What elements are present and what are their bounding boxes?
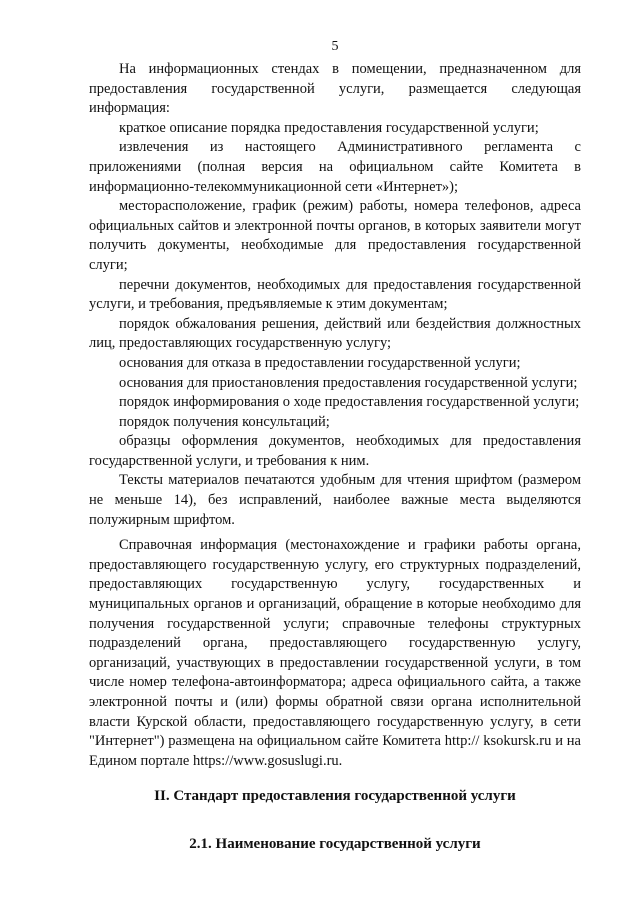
paragraph-reference-info: Справочная информация (местонахождение и графики работы органа, предоставляющего государственную услугу, его структурных подразделений, предоставляющих государственную услугу, государственных и муниципальных органов и организаций, обращение в которые необходимо для получения государственной услуги; справочные телефоны структурных подразделений органа, предоставляющего государственную услугу, организаций, участвующих в предоставлении государственной услуги, в том числе номер телефона-автоинформатора; адреса официального сайта, а также электронной почты и (или) формы обратной связи органа исполнительной власти Курской области, предоставляющего государственную услугу, в сети "Интернет") размещена на официальном сайте Комитета http:// ksokursk.ru и на Едином портале https://www.gosuslugi.ru.	[89, 537, 581, 769]
list-item-refusal-grounds: основания для отказа в предоставлении государственной услуги;	[119, 354, 521, 371]
page-number: 5	[331, 39, 339, 54]
list-item-informing-procedure: порядок информирования о ходе предоставления государственной услуги;	[119, 394, 580, 411]
paragraph-intro: На информационных стендах в помещении, предназначенном для предоставления государственной услуги, размещается следующая информация:	[89, 61, 581, 117]
list-item-document-samples: образцы оформления документов, необходимых для предоставления государственной услуги, и требования к ним.	[89, 433, 581, 469]
section-heading: II. Стандарт предоставления государственной услуги	[154, 788, 516, 804]
list-item-description: краткое описание порядка предоставления государственной услуги;	[119, 119, 539, 136]
subsection-heading: 2.1. Наименование государственной услуги	[189, 836, 481, 852]
list-item-document-lists: перечни документов, необходимых для предоставления государственной услуги, и требования, предъявляемые к этим документам;	[89, 276, 581, 313]
list-item-location: месторасположение, график (режим) работы, номера телефонов, адреса официальных сайтов и электронной почты органов, в которых заявители могут получить документы, необходимые для предоставления государственной слуги;	[89, 198, 581, 273]
list-item-extracts: извлечения из настоящего Административного регламента с приложениями (полная версия на официальном сайте Комитета в информационно-телекоммуникационной сети «Интернет»);	[89, 139, 581, 195]
paragraph-text-materials: Тексты материалов печатаются удобным для чтения шрифтом (размером не меньше 14), без исправлений, наиболее важные места выделяются полужирным шрифтом.	[89, 472, 581, 528]
list-item-consultations: порядок получения консультаций;	[119, 413, 330, 430]
document-body	[89, 60, 581, 771]
list-item-appeal-procedure: порядок обжалования решения, действий или бездействия должностных лиц, предоставляющих государственную услугу;	[89, 315, 581, 352]
list-item-suspension-grounds: основания для приостановления предоставления государственной услуги;	[119, 374, 578, 391]
